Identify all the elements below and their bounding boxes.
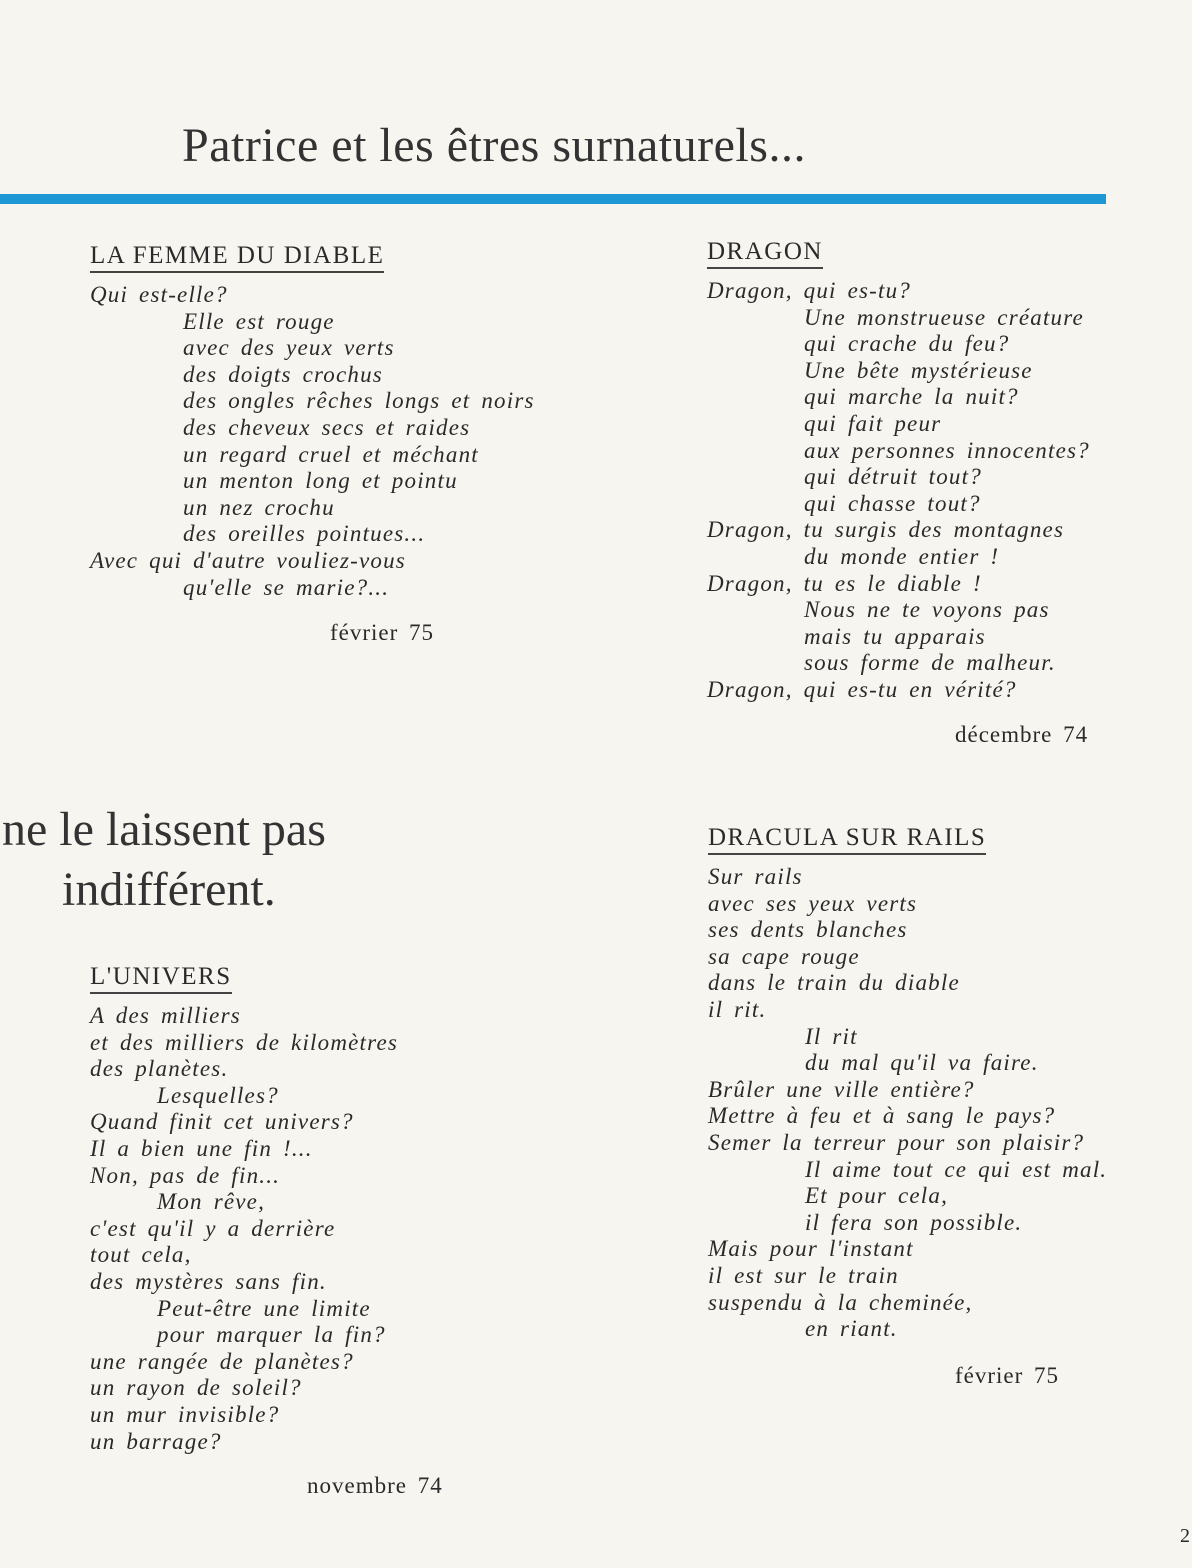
poem-dracula-sur-rails	[708, 824, 1107, 1343]
poem-line: c'est qu'il y a derrière	[90, 1215, 336, 1241]
poem-line: Sur rails	[708, 864, 803, 889]
poem-line: A des milliers	[90, 1003, 241, 1028]
poem-line: Non, pas de fin...	[90, 1162, 281, 1188]
poem-lines	[90, 282, 535, 601]
poem-line: Dragon, tu surgis des montagnes	[707, 517, 1065, 543]
poem-line: des doigts crochus	[183, 361, 383, 387]
poem-line: pour marquer la fin?	[157, 1322, 386, 1348]
poem-line: il est sur le train	[708, 1262, 899, 1288]
poem-line: mais tu apparais	[804, 623, 986, 649]
poem-line: du mal qu'il va faire.	[805, 1050, 1039, 1076]
poem-line: dans le train du diable	[708, 970, 960, 996]
poem-lines	[90, 1003, 398, 1455]
poem-date: février 75	[955, 1363, 1060, 1388]
poem-line: il fera son possible.	[805, 1209, 1023, 1235]
poem-line: qui fait peur	[804, 410, 942, 436]
poem-line: qui détruit tout?	[804, 464, 982, 490]
poem-line: Nous ne te voyons pas	[804, 597, 1050, 623]
poem-line: du monde entier !	[804, 543, 1000, 569]
poem-line: Une monstrueuse créature	[804, 304, 1084, 330]
poem-line: ses dents blanches	[708, 917, 908, 943]
poem-line: Mettre à feu et à sang le pays?	[708, 1103, 1056, 1129]
poem-title: DRACULA SUR RAILS	[708, 824, 986, 855]
poem-line: Semer la terreur pour son plaisir?	[708, 1129, 1085, 1155]
poem-line: des cheveux secs et raides	[183, 414, 471, 440]
poem-line: il rit.	[708, 996, 767, 1022]
poem-line: des ongles rêches longs et noirs	[183, 388, 535, 414]
poem-line: sous forme de malheur.	[804, 650, 1056, 676]
poem-line: Une bête mystérieuse	[804, 357, 1033, 383]
poem-line: un nez crochu	[183, 494, 335, 520]
poem-line: Quand finit cet univers?	[90, 1109, 354, 1135]
poem-line: qui marche la nuit?	[804, 384, 1019, 410]
poem-line: tout cela,	[90, 1242, 192, 1268]
header-rule	[0, 194, 1106, 204]
poem-line: aux personnes innocentes?	[804, 437, 1090, 463]
poem-line: Brûler une ville entière?	[708, 1076, 975, 1102]
poem-line: qu'elle se marie?...	[183, 574, 390, 600]
poem-line: des planètes.	[90, 1056, 229, 1082]
poem-line: Qui est-elle?	[90, 282, 228, 307]
poem-title: LA FEMME DU DIABLE	[90, 242, 384, 273]
poem-lines	[707, 278, 1090, 704]
poem-line: Il rit	[805, 1023, 858, 1049]
poem-femme-du-diable	[90, 242, 535, 601]
poem-univers	[90, 963, 398, 1455]
poem-line: Dragon, qui es-tu?	[707, 278, 912, 303]
poem-line: un mur invisible?	[90, 1401, 280, 1427]
poem-line: suspendu à la cheminée,	[708, 1289, 973, 1315]
section-subtitle-line2: indifférent.	[62, 863, 276, 916]
poem-lines	[708, 864, 1107, 1343]
poem-dragon	[707, 238, 1090, 704]
poem-line: Elle est rouge	[183, 308, 335, 334]
poem-line: Peut-être une limite	[157, 1295, 371, 1321]
poem-line: un rayon de soleil?	[90, 1375, 302, 1401]
poem-line: un menton long et pointu	[183, 468, 458, 494]
page-title: Patrice et les êtres surnaturels...	[182, 119, 806, 172]
poem-line: Mon rêve,	[157, 1189, 266, 1215]
poem-title: L'UNIVERS	[90, 963, 232, 994]
poem-date: novembre 74	[307, 1473, 443, 1498]
poem-line: qui crache du feu?	[804, 331, 1010, 357]
poem-line: une rangée de planètes?	[90, 1348, 354, 1374]
poem-line: Mais pour l'instant	[708, 1236, 914, 1262]
poem-line: sa cape rouge	[708, 943, 860, 969]
poem-line: Dragon, qui es-tu en vérité?	[707, 676, 1017, 702]
poem-line: Et pour cela,	[805, 1183, 949, 1209]
poem-line: Il aime tout ce qui est mal.	[805, 1156, 1108, 1182]
poem-title: DRAGON	[707, 238, 823, 269]
page-number: 2	[1180, 1525, 1190, 1547]
section-subtitle-line1: ne le laissent pas	[2, 803, 326, 856]
poem-line: en riant.	[805, 1316, 898, 1342]
poem-line: Dragon, tu es le diable !	[707, 570, 982, 596]
poem-line: des oreilles pointues...	[183, 521, 426, 547]
poem-line: Avec qui d'autre vouliez-vous	[90, 547, 406, 573]
poem-line: Il a bien une fin !...	[90, 1135, 313, 1161]
poem-line: Lesquelles?	[157, 1082, 279, 1108]
poem-line: qui chasse tout?	[804, 490, 981, 516]
poem-line: des mystères sans fin.	[90, 1268, 327, 1294]
poem-line: avec des yeux verts	[183, 335, 395, 361]
poem-line: et des milliers de kilomètres	[90, 1029, 399, 1055]
poem-date: décembre 74	[955, 722, 1089, 747]
poem-line: un barrage?	[90, 1428, 222, 1454]
poem-line: avec ses yeux verts	[708, 890, 918, 916]
poem-line: un regard cruel et méchant	[183, 441, 479, 467]
poem-date: février 75	[330, 620, 435, 645]
